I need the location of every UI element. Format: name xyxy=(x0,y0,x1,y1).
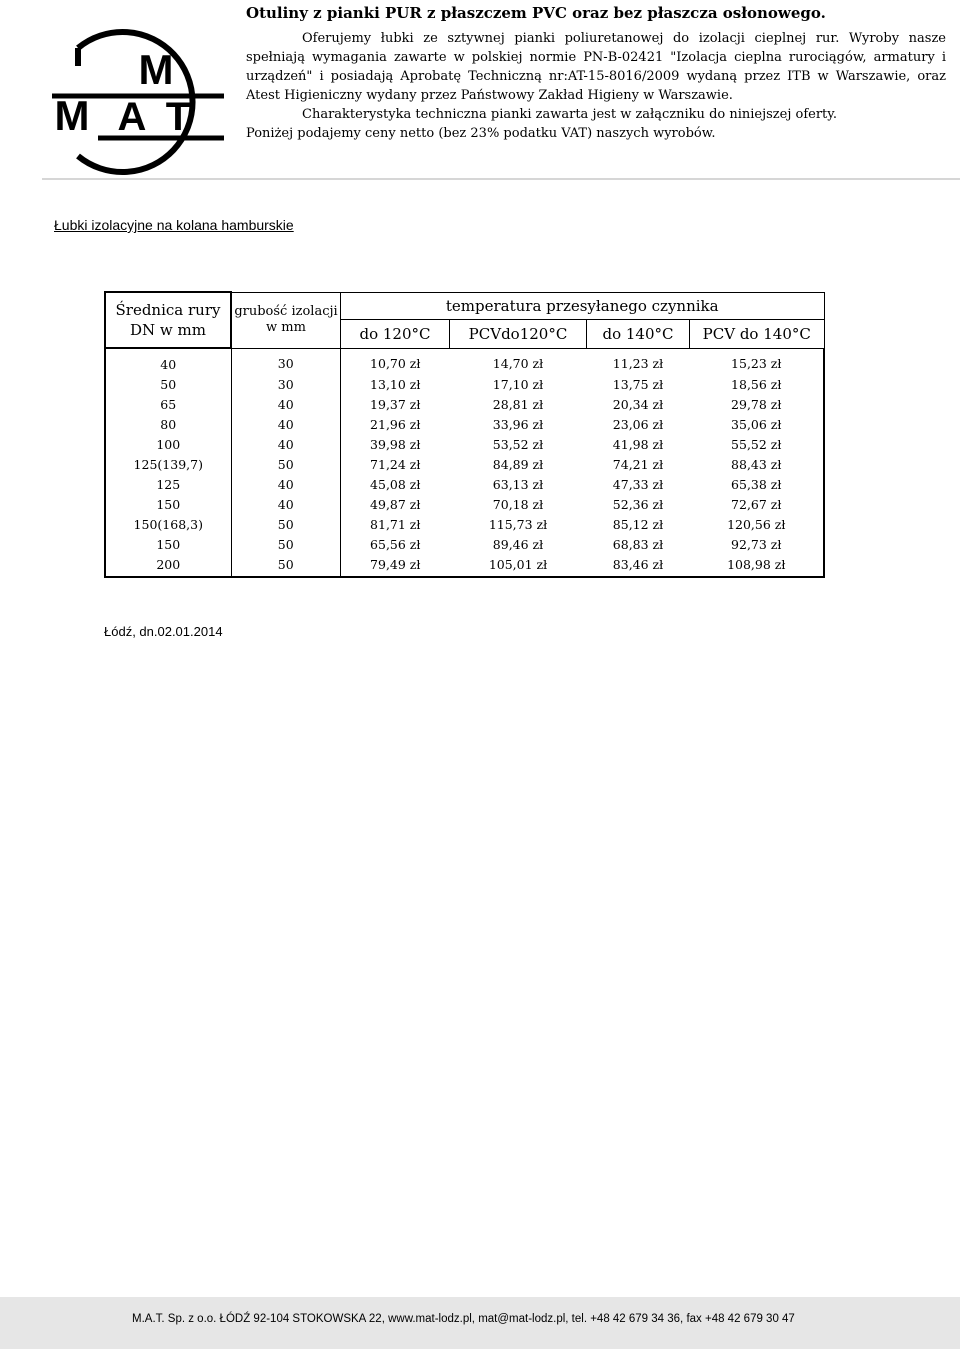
table-cell: 200 xyxy=(105,554,231,577)
table-cell: 150(168,3) xyxy=(105,514,231,534)
table-cell: 30 xyxy=(231,348,341,374)
table-cell: 65,38 zł xyxy=(690,474,825,494)
table-cell: 83,46 zł xyxy=(587,554,690,577)
table-cell: 23,06 zł xyxy=(612,416,664,432)
table-cell: 50 xyxy=(105,374,231,394)
footer xyxy=(0,1297,960,1349)
svg-text:T: T xyxy=(165,95,191,139)
document-date: Łódź, dn.02.01.2014 xyxy=(104,624,223,639)
section-title: Łubki izolacyjne na kolana hamburskie xyxy=(54,217,294,233)
sub-header-pcv140: PCV do 140°C xyxy=(690,319,825,348)
table-cell: 125 xyxy=(105,474,231,494)
table-cell: 47,33 zł xyxy=(612,476,664,492)
temperature-group-header: temperatura przesyłanego czynnika xyxy=(341,292,825,319)
intro-paragraph xyxy=(246,29,946,105)
intro-text: Oferujemy łubki ze sztywnej pianki poliuretanowej do izolacji cieplnej rur. Wyroby nasze spełniają wymagania zawarte w polskiej normie PN-B-02421 "Izolacja cieplna rurociągów, armatury i urządzeń" i posiadają Aprobatę Techniczną nr:AT-15-8016/2009 wydaną przez ITB w Warszawie, oraz Atest Higieniczny wydany przez Państwowy Zakład Higieny w Warszawie. xyxy=(246,31,946,103)
table-cell: 65 xyxy=(105,394,231,414)
table-cell: 125(139,7) xyxy=(105,454,231,474)
svg-text:M: M xyxy=(138,46,174,93)
price-table xyxy=(104,291,825,578)
table-cell: 50 xyxy=(231,554,341,577)
table-cell: 53,52 zł xyxy=(492,436,544,452)
page-title: Otuliny z pianki PUR z płaszczem PVC oraz bez płaszcza osłonowego. xyxy=(246,4,826,22)
table-cell: 40 xyxy=(231,414,341,434)
table-cell: 35,06 zł xyxy=(690,414,825,434)
table-cell: 84,89 zł xyxy=(492,456,544,472)
table-cell: 40 xyxy=(105,348,231,374)
table-cell: 17,10 zł xyxy=(492,376,544,392)
sub-header-140: do 140°C xyxy=(587,319,690,348)
table-cell: 40 xyxy=(231,434,341,454)
table-row xyxy=(105,454,824,474)
table-row xyxy=(105,434,824,454)
sub-header-pcv120: PCVdo120°C xyxy=(450,319,587,348)
table-row xyxy=(105,554,824,577)
characteristics-text: Charakterystyka techniczna pianki zawarta jest w załączniku do niniejszej oferty. xyxy=(302,107,838,122)
table-cell: 115,73 zł xyxy=(488,516,548,532)
table-cell: 63,13 zł xyxy=(492,476,544,492)
table-cell: 28,81 zł xyxy=(492,396,544,412)
table-row xyxy=(105,534,824,554)
table-cell: 33,96 zł xyxy=(492,416,544,432)
svg-text:A: A xyxy=(117,95,147,139)
sub-header-120: do 120°C xyxy=(341,319,450,348)
table-row xyxy=(105,514,824,534)
table-cell: 85,12 zł xyxy=(612,516,664,532)
table-cell: 52,36 zł xyxy=(612,496,664,512)
table-cell: 41,98 zł xyxy=(612,436,664,452)
footer-contact: M.A.T. Sp. z o.o. ŁÓDŹ 92-104 STOKOWSKA 22, www.mat-lodz.pl, mat@mat-lodz.pl, tel. +48 42 679 34 36, fax +48 42 679 30 47 xyxy=(132,1313,795,1325)
table-cell: 68,83 zł xyxy=(612,536,664,552)
table-cell: 11,23 zł xyxy=(612,356,664,372)
table-cell: 50 xyxy=(231,454,341,474)
table-cell: 30 xyxy=(231,374,341,394)
table-row xyxy=(105,414,824,434)
table-cell: 65,56 zł xyxy=(370,536,421,552)
table-row xyxy=(105,494,824,514)
price-table-body xyxy=(105,348,824,577)
table-cell: 14,70 zł xyxy=(492,356,544,372)
prices-note: Poniżej podajemy ceny netto (bez 23% podatku VAT) naszych wyrobów. xyxy=(246,126,716,141)
table-cell: 15,23 zł xyxy=(690,348,825,374)
table-cell: 50 xyxy=(231,534,341,554)
table-cell: 49,87 zł xyxy=(370,496,421,512)
table-cell: 10,70 zł xyxy=(370,356,421,372)
table-cell: 100 xyxy=(105,434,231,454)
table-cell: 29,78 zł xyxy=(690,394,825,414)
table-cell: 70,18 zł xyxy=(492,496,544,512)
table-cell: 89,46 zł xyxy=(492,536,544,552)
characteristics-paragraph xyxy=(246,105,946,124)
table-row xyxy=(105,374,824,394)
table-row xyxy=(105,394,824,414)
table-cell: 81,71 zł xyxy=(370,516,421,532)
table-cell: 108,98 zł xyxy=(690,554,825,577)
table-cell: 150 xyxy=(105,494,231,514)
table-cell: 45,08 zł xyxy=(370,476,421,492)
table-cell: 92,73 zł xyxy=(690,534,825,554)
table-cell: 74,21 zł xyxy=(612,456,664,472)
table-cell: 40 xyxy=(231,494,341,514)
table-row xyxy=(105,348,824,374)
table-cell: 20,34 zł xyxy=(612,396,664,412)
table-cell: 120,56 zł xyxy=(690,514,825,534)
table-cell: 80 xyxy=(105,414,231,434)
table-cell: 39,98 zł xyxy=(370,436,421,452)
table-cell: 19,37 zł xyxy=(370,396,421,412)
header xyxy=(246,4,946,143)
svg-text:M: M xyxy=(54,92,90,139)
header-divider xyxy=(42,178,960,180)
table-cell: 88,43 zł xyxy=(690,454,825,474)
table-cell: 40 xyxy=(231,474,341,494)
table-cell: 150 xyxy=(105,534,231,554)
table-cell: 105,01 zł xyxy=(450,554,587,577)
table-cell: 72,67 zł xyxy=(690,494,825,514)
table-row xyxy=(105,474,824,494)
table-cell: 50 xyxy=(231,514,341,534)
table-cell: 40 xyxy=(231,394,341,414)
table-cell: 21,96 zł xyxy=(370,416,421,432)
mat-logo-icon xyxy=(38,26,234,178)
table-cell: 79,49 zł xyxy=(341,554,450,577)
table-cell: 13,10 zł xyxy=(370,376,421,392)
col-diameter-header: Średnica rury DN w mm xyxy=(105,292,231,348)
table-cell: 13,75 zł xyxy=(612,376,664,392)
table-cell: 71,24 zł xyxy=(370,456,421,472)
table-cell: 18,56 zł xyxy=(690,374,825,394)
col-thickness-header: grubość izolacji w mm xyxy=(231,292,341,348)
table-cell: 55,52 zł xyxy=(690,434,825,454)
